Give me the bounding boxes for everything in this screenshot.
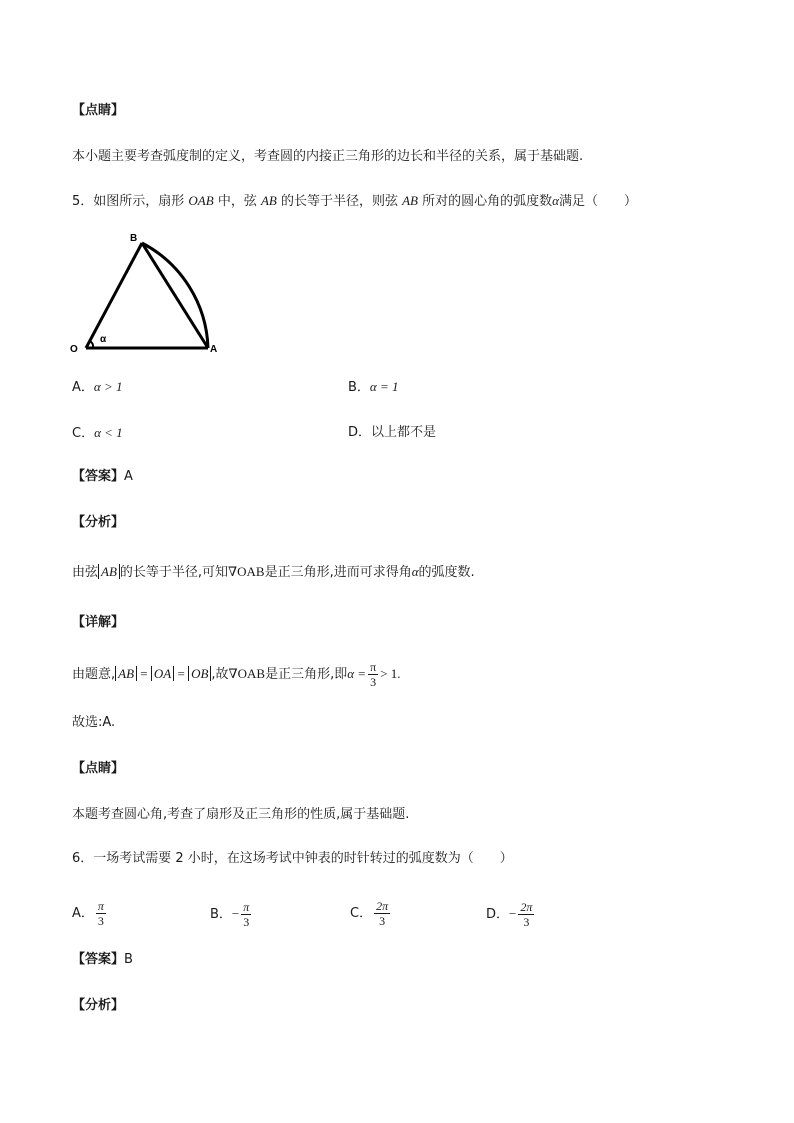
q5-option-c: C．α < 1 [72, 425, 123, 441]
dianjing-heading-1: 【点睛】 [72, 103, 125, 118]
dianjing-heading-2: 【点睛】 [72, 761, 125, 776]
q5-option-b: B．α = 1 [348, 379, 399, 395]
q6-stem: 6．一场考试需要 2 小时，在这场考试中钟表的时针转过的弧度数为（ ） [72, 851, 513, 866]
q5-option-d: D．以上都不是 [348, 425, 437, 440]
dianjing-text-1: 本小题主要考查弧度制的定义，考查圆的内接正三角形的边长和半径的关系，属于基础题. [72, 149, 584, 164]
q6-option-c: C． $\frac{2\pi}{3}$ [350, 899, 389, 928]
chord-ab [142, 243, 208, 348]
q5-answer: 【答案】A [72, 469, 133, 484]
q5-option-a: A．α > 1 [72, 379, 123, 395]
q6-option-a: A． $\frac{\pi}{3}$ [72, 899, 104, 928]
detail-heading: 【详解】 [72, 615, 125, 630]
label-alpha: α [100, 334, 107, 345]
analysis-heading: 【分析】 [72, 515, 125, 530]
q6-analysis-heading: 【分析】 [72, 998, 125, 1013]
label-a: A [210, 344, 218, 355]
conclusion-text: 故选:A. [72, 715, 116, 730]
label-b: B [130, 233, 138, 244]
q5-stem: 5．如图所示，扇形 OAB 中，弦 AB 的长等于半径，则弦 AB 所对的圆心角的弧度数α满足（ ） [72, 193, 637, 209]
sector-figure [66, 228, 226, 358]
dianjing-text-2: 本题考查圆心角,考查了扇形及正三角形的性质,属于基础题. [72, 807, 410, 822]
label-o: O [70, 344, 78, 355]
analysis-text: 由弦 AB 的长等于半径,可知∇OAB是正三角形,进而可求得角α的弧度数. [72, 564, 475, 580]
q6-option-d: D．− $\frac{2\pi}{3}$ [486, 900, 533, 929]
q6-answer: 【答案】B [72, 952, 133, 967]
segment-ob [86, 243, 142, 348]
q6-option-b: B．− $\frac{\pi}{3}$ [210, 900, 250, 929]
detail-text: 由题意, AB = OA = OB ,故∇OAB是正三角形,即α = $\frac{\pi}{3}$ > 1. [72, 660, 401, 689]
